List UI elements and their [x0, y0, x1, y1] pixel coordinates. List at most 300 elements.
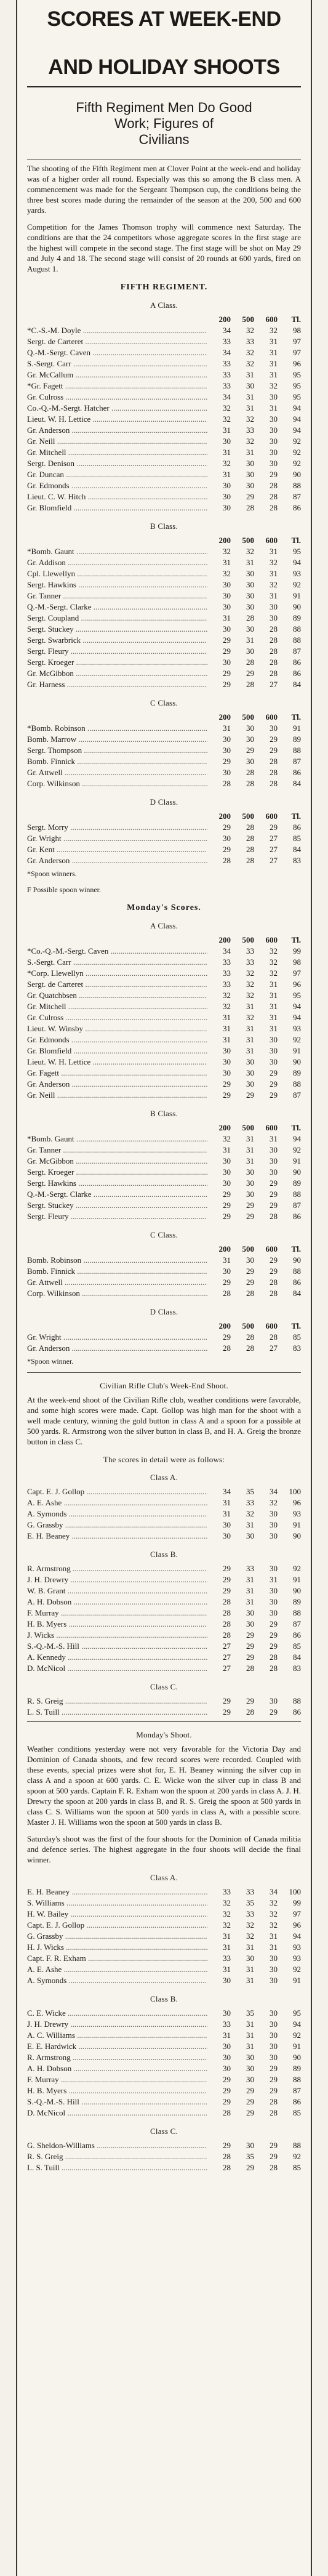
monday-title: Monday's Shoot. [136, 1730, 192, 1739]
section-4-row-0-cell-4: 99 [293, 946, 301, 956]
monday-class-0-row-5-cell-0: H. J. Wicks ..... [27, 1942, 207, 1953]
section-0-row-12-cell-4: 92 [293, 459, 301, 468]
section-2-row-4-cell-2: 28 [246, 768, 254, 777]
section-4-row-0-cell-0: *Co.-Q.-M.-Sergt. Caven ..... [27, 946, 207, 957]
section-4-row-1-cell-0: S.-Sergt. Carr ..... [27, 957, 207, 968]
section-1-row-11-cell-4: 86 [293, 669, 301, 678]
section-1-row-9-cell-3: 28 [270, 646, 278, 656]
section-2-row-3-cell-4: 87 [293, 757, 301, 766]
section-1-row-1-cell-2: 31 [246, 558, 254, 567]
monday-class-1-row-4-cell-2: 30 [246, 2053, 254, 2062]
section-5-row-0-cell-2: 31 [246, 1134, 254, 1143]
monday-class-1-row-4-cell-0: R. Armstrong ..... [27, 2052, 207, 2063]
section-0-table [27, 314, 301, 513]
civilian-class-1-row-0-cell-1: 29 [223, 1564, 231, 1573]
section-4-row-3-cell-4: 96 [293, 980, 301, 989]
monday-class-0-row-6-cell-4: 93 [293, 1954, 301, 1963]
monday-class-0-row-1-cell-2: 35 [246, 1898, 254, 1907]
section-5-row-5-cell-1: 29 [223, 1189, 231, 1199]
section-1-row-5-cell-2: 30 [246, 602, 254, 611]
section-3-row-2-cell-2: 28 [246, 845, 254, 854]
section-5-row-5-cell-3: 29 [270, 1189, 278, 1199]
civilian-class-1-row-3-cell-0: A. H. Dobson ..... [27, 1596, 207, 1608]
monday-class-2-row-0-cell-1: 29 [223, 2141, 231, 2150]
section-1-row-7-cell-2: 30 [246, 624, 254, 634]
section-7-row-0-cell-3: 28 [270, 1332, 278, 1342]
civilian-class-1-row-7-cell-2: 29 [246, 1641, 254, 1651]
section-4-header-cell: 500 [242, 935, 254, 944]
section-1-row-10-cell-2: 28 [246, 658, 254, 667]
civilian-class-1-row-0-cell-0: R. Armstrong ..... [27, 1563, 207, 1574]
section-4-row-6-cell-3: 31 [270, 1013, 278, 1022]
monday-class-1-row-9-cell-1: 28 [223, 2108, 231, 2117]
section-2-row-2-cell-4: 88 [293, 746, 301, 755]
section-6-table [27, 1244, 301, 1299]
section-6-row-3-cell-0: Corp. Wilkinson ..... [27, 1288, 207, 1299]
section-1-row-6-cell-0: Sergt. Coupland ..... [27, 613, 207, 624]
monday-class-0-row-5-cell-3: 31 [270, 1942, 278, 1952]
monday-class-1-row-3-cell-1: 30 [223, 2042, 231, 2051]
monday-class-0-row-0-cell-2: 33 [246, 1887, 254, 1896]
section-0-row-5-cell-4: 95 [293, 381, 301, 390]
section-2-row-4-cell-1: 30 [223, 768, 231, 777]
section-1-row-5-cell-1: 30 [223, 602, 231, 611]
civilian-class-1-row-4-cell-0: F. Murray ..... [27, 1608, 207, 1619]
section-2-header-cell: Tl. [291, 712, 301, 722]
section-7-row-1-cell-4: 83 [293, 1343, 301, 1353]
section-1-row-9-cell-0: Sergt. Fleury ..... [27, 646, 207, 657]
monday-class-0-row-2-cell-1: 32 [223, 1909, 231, 1918]
section-5-row-7-cell-4: 86 [293, 1212, 301, 1221]
monday-class-1-row-5-cell-4: 89 [293, 2064, 301, 2073]
monday-class-0-table [27, 1886, 301, 1986]
section-5-header-cell [27, 1122, 207, 1133]
section-1-row-4-cell-2: 30 [246, 591, 254, 600]
monday-class-1-row-5-cell-1: 30 [223, 2064, 231, 2073]
section-0-row-13-cell-3: 29 [270, 470, 278, 479]
section-0-row-14-cell-1: 30 [223, 481, 231, 490]
civilian-class-0-row-1-cell-0: A. E. Ashe ..... [27, 1497, 207, 1508]
section-1-row-6-cell-2: 28 [246, 613, 254, 622]
monday-class-1-row-0-cell-0: C. E. Wicke ..... [27, 2008, 207, 2019]
section-0-row-11-cell-1: 31 [223, 448, 231, 457]
section-6-row-1-cell-1: 30 [223, 1266, 231, 1276]
section-2-row-4-cell-4: 86 [293, 768, 301, 777]
section-0-row-10-cell-4: 92 [293, 437, 301, 446]
section-0-row-4-cell-1: 33 [223, 370, 231, 379]
civilian-class-1-row-8-cell-1: 27 [223, 1652, 231, 1662]
section-2-row-1-cell-3: 29 [270, 735, 278, 744]
civilian-class-1-row-3-cell-3: 30 [270, 1597, 278, 1606]
civilian-class-0-row-0-cell-4: 100 [289, 1487, 301, 1496]
section-0-row-12-cell-3: 30 [270, 459, 278, 468]
section-0-row-14-cell-3: 28 [270, 481, 278, 490]
section-0-row-3-cell-1: 33 [223, 359, 231, 368]
section-0-row-8-cell-4: 94 [293, 414, 301, 424]
monday-class-1-row-3-cell-0: E. E. Hardwick ..... [27, 2041, 207, 2052]
section-5-row-0-cell-0: *Bomb. Gaunt ..... [27, 1133, 207, 1145]
class-title: D Class. [150, 797, 178, 807]
section-1-row-6-cell-3: 30 [270, 613, 278, 622]
section-0-row-7-cell-3: 31 [270, 403, 278, 413]
section-0-row-14-cell-2: 30 [246, 481, 254, 490]
civilian-class-2-row-0-cell-2: 29 [246, 1696, 254, 1705]
section-5-row-3-cell-1: 30 [223, 1167, 231, 1177]
section-3-row-3-cell-3: 27 [270, 856, 278, 865]
civilian-class-1-row-9-cell-1: 27 [223, 1664, 231, 1673]
deck-line-2: Work; Figures of [114, 116, 214, 131]
section-1-row-12-cell-4: 84 [293, 680, 301, 689]
monday-class-2-row-0-cell-3: 29 [270, 2141, 278, 2150]
section-5-row-0-cell-3: 31 [270, 1134, 278, 1143]
section-4-row-11-cell-2: 30 [246, 1068, 254, 1077]
section-3-row-1-cell-4: 85 [293, 834, 301, 843]
section-3-header-cell: 600 [265, 811, 278, 821]
section-0-row-8-cell-2: 32 [246, 414, 254, 424]
monday-class-2-row-2-cell-2: 29 [246, 2163, 254, 2172]
monday-class-1-row-8-cell-4: 86 [293, 2097, 301, 2106]
monday-class-2-row-0-cell-2: 30 [246, 2141, 254, 2150]
section-1-row-5-cell-3: 30 [270, 602, 278, 611]
section-0-row-1-cell-3: 31 [270, 337, 278, 346]
section-0-row-13-cell-1: 31 [223, 470, 231, 479]
monday-class-1-table [27, 2008, 301, 2119]
monday-class-1-row-1-cell-4: 94 [293, 2019, 301, 2029]
section-0-row-6-cell-1: 34 [223, 392, 231, 401]
section-1-row-0-cell-3: 31 [270, 547, 278, 556]
section-5-row-2-cell-3: 30 [270, 1156, 278, 1165]
section-0-row-16-cell-0: Gr. Blomfield ..... [27, 502, 207, 513]
section-1-row-0-cell-2: 32 [246, 547, 254, 556]
monday-class-0-row-2-cell-4: 97 [293, 1909, 301, 1918]
civilian-class-0-table [27, 1486, 301, 1542]
section-1-row-12-cell-1: 29 [223, 680, 231, 689]
section-1-row-9-cell-1: 29 [223, 646, 231, 656]
section-1-row-10-cell-1: 30 [223, 658, 231, 667]
section-4-row-8-cell-3: 30 [270, 1035, 278, 1044]
section-4-row-13-cell-2: 29 [246, 1090, 254, 1100]
civilian-class-0-row-4-cell-3: 30 [270, 1531, 278, 1540]
civilian-class-0-row-2-cell-4: 93 [293, 1509, 301, 1518]
monday-class-1-row-2-cell-3: 30 [270, 2031, 278, 2040]
section-3-header-cell [27, 811, 207, 822]
section-4-row-5-cell-0: Gr. Mitchell ..... [27, 1001, 207, 1012]
section-1-row-6-cell-1: 31 [223, 613, 231, 622]
section-1-row-12-cell-3: 27 [270, 680, 278, 689]
monday-class-1-row-1-cell-1: 33 [223, 2019, 231, 2029]
section-0-row-3-cell-3: 31 [270, 359, 278, 368]
section-0-row-16-cell-4: 86 [293, 503, 301, 512]
section-6-row-1-cell-2: 29 [246, 1266, 254, 1276]
monday-class-0-row-7-cell-2: 31 [246, 1965, 254, 1974]
monday-class-0-row-4-cell-1: 31 [223, 1931, 231, 1941]
section-0-row-15-cell-4: 87 [293, 492, 301, 501]
section-4-row-6-cell-0: Gr. Culross ..... [27, 1012, 207, 1023]
monday-class-1-row-0-cell-3: 30 [270, 2008, 278, 2018]
civilian-class-1-row-5-cell-1: 28 [223, 1619, 231, 1628]
monday-class-1-row-1-cell-0: J. H. Drewry ..... [27, 2019, 207, 2030]
section-5-row-4-cell-2: 30 [246, 1178, 254, 1188]
section-4-row-2-cell-4: 97 [293, 968, 301, 978]
section-4-row-6-cell-1: 31 [223, 1013, 231, 1022]
section-4-row-1-cell-3: 32 [270, 957, 278, 967]
section-2-header-cell: 200 [218, 712, 231, 722]
monday-class-1-row-5-cell-2: 30 [246, 2064, 254, 2073]
section-0-row-8-cell-1: 32 [223, 414, 231, 424]
section-5-table [27, 1122, 301, 1222]
monday-class-title: Class B. [150, 1994, 178, 2003]
section-3-row-2-cell-0: Gr. Kent ..... [27, 844, 207, 855]
section-6-row-0-cell-2: 30 [246, 1255, 254, 1265]
section-0-row-11-cell-0: Gr. Mitchell ..... [27, 447, 207, 458]
section-3-row-2-cell-4: 84 [293, 845, 301, 854]
section-5-header-cell: Tl. [291, 1123, 301, 1132]
civilian-class-title: Class B. [150, 1550, 178, 1559]
section-2-row-5-cell-0: Corp. Wilkinson ..... [27, 778, 207, 789]
section-5-row-7-cell-3: 28 [270, 1212, 278, 1221]
section-0-row-11-cell-4: 92 [293, 448, 301, 457]
section-0-row-14-cell-0: Gr. Edmonds ..... [27, 480, 207, 491]
section-1-table [27, 535, 301, 690]
section-0-row-2-cell-3: 31 [270, 348, 278, 357]
section-4-row-9-cell-1: 30 [223, 1046, 231, 1055]
class-title: B Class. [150, 1109, 178, 1118]
civilian-class-0-row-0-cell-1: 34 [223, 1487, 231, 1496]
section-0-row-0-cell-4: 98 [293, 326, 301, 335]
section-title: Monday's Scores. [127, 903, 201, 912]
civilian-class-0-row-0-cell-3: 34 [270, 1487, 278, 1496]
section-4-row-5-cell-4: 94 [293, 1002, 301, 1011]
section-4-row-7-cell-1: 31 [223, 1024, 231, 1033]
section-0-row-3-cell-2: 32 [246, 359, 254, 368]
section-4-row-1-cell-1: 33 [223, 957, 231, 967]
section-2-header-cell [27, 712, 207, 723]
monday-class-2-row-2-cell-1: 28 [223, 2163, 231, 2172]
monday-class-1-row-4-cell-1: 30 [223, 2053, 231, 2062]
civilian-class-1-table [27, 1563, 301, 1674]
section-5-row-5-cell-0: Q.-M.-Sergt. Clarke ..... [27, 1189, 207, 1200]
section-0-row-5-cell-1: 33 [223, 381, 231, 390]
monday-class-2-row-2-cell-4: 85 [293, 2163, 301, 2172]
civilian-class-2-table [27, 1696, 301, 1718]
civilian-class-0-row-1-cell-2: 33 [246, 1498, 254, 1507]
section-1-row-4-cell-0: Gr. Tanner ..... [27, 590, 207, 602]
section-2-row-2-cell-2: 29 [246, 746, 254, 755]
monday-class-2-row-1-cell-2: 35 [246, 2152, 254, 2161]
section-4-row-4-cell-3: 31 [270, 991, 278, 1000]
deck-line-1: Fifth Regiment Men Do Good [76, 100, 252, 115]
section-0-row-15-cell-3: 28 [270, 492, 278, 501]
monday-class-1-row-2-cell-2: 31 [246, 2031, 254, 2040]
section-0-row-6-cell-4: 95 [293, 392, 301, 401]
section-note: *Spoon winners. [27, 869, 77, 878]
monday-class-0-row-3-cell-3: 32 [270, 1920, 278, 1930]
section-0-header-cell: 200 [218, 315, 231, 324]
section-1-row-5-cell-4: 90 [293, 602, 301, 611]
civilian-class-1-row-4-cell-1: 28 [223, 1608, 231, 1617]
section-0-row-4-cell-0: Gr. McCallum ..... [27, 369, 207, 380]
section-5-row-1-cell-4: 92 [293, 1145, 301, 1154]
section-0-row-9-cell-3: 30 [270, 425, 278, 435]
section-1-row-0-cell-0: *Bomb. Gaunt ..... [27, 546, 207, 557]
section-4-row-4-cell-2: 32 [246, 991, 254, 1000]
section-6-header-cell [27, 1244, 207, 1255]
section-1-row-1-cell-1: 31 [223, 558, 231, 567]
section-5-row-7-cell-0: Sergt. Fleury ..... [27, 1211, 207, 1222]
monday-class-1-row-3-cell-2: 31 [246, 2042, 254, 2051]
section-note: *Spoon winner. [27, 1357, 74, 1366]
monday-class-0-row-7-cell-4: 92 [293, 1965, 301, 1974]
section-6-row-1-cell-0: Bomb. Finnick ..... [27, 1266, 207, 1277]
section-6-row-1-cell-4: 88 [293, 1266, 301, 1276]
civilian-class-1-row-1-cell-2: 31 [246, 1575, 254, 1584]
section-3-row-0-cell-4: 86 [293, 823, 301, 832]
section-0-row-6-cell-3: 30 [270, 392, 278, 401]
section-4-row-13-cell-3: 29 [270, 1090, 278, 1100]
monday-class-0-row-8-cell-0: A. Symonds ..... [27, 1975, 207, 1986]
monday-class-0-row-7-cell-0: A. E. Ashe ..... [27, 1964, 207, 1975]
section-4-row-10-cell-3: 30 [270, 1057, 278, 1066]
section-3-header-cell: 500 [242, 811, 254, 821]
civilian-class-0-row-1-cell-4: 96 [293, 1498, 301, 1507]
section-5-row-6-cell-4: 87 [293, 1201, 301, 1210]
section-1-header-cell: 500 [242, 536, 254, 545]
section-4-row-12-cell-4: 88 [293, 1079, 301, 1089]
section-1-row-10-cell-0: Sergt. Kroeger ..... [27, 657, 207, 668]
section-4-row-3-cell-1: 33 [223, 980, 231, 989]
civilian-class-0-row-3-cell-1: 30 [223, 1520, 231, 1529]
section-5-row-4-cell-0: Sergt. Hawkins ..... [27, 1178, 207, 1189]
section-2-row-1-cell-4: 89 [293, 735, 301, 744]
civilian-class-2-row-0-cell-4: 88 [293, 1696, 301, 1705]
civilian-class-0-row-3-cell-0: G. Grassby ..... [27, 1519, 207, 1531]
section-6-row-0-cell-4: 90 [293, 1255, 301, 1265]
section-3-row-1-cell-1: 30 [223, 834, 231, 843]
lead-paragraph: The shooting of the Fifth Regiment men at Clover Point at the week-end and holiday was of a higher order all round. Especially was this so among the B class men. A commencement was made for the Sergeant Thompson cup, the conditions being the three best scores made during the remainder of the season at the 200, 500 and 600 yards. [27, 164, 301, 215]
section-3-row-0-cell-3: 29 [270, 823, 278, 832]
monday-class-1-row-3-cell-4: 91 [293, 2042, 301, 2051]
section-5-header-cell: 600 [265, 1123, 278, 1132]
section-0-row-15-cell-0: Lieut. C. W. Hitch ..... [27, 491, 207, 502]
civilian-class-1-row-0-cell-4: 92 [293, 1564, 301, 1573]
section-4-row-9-cell-0: Gr. Blomfield ..... [27, 1045, 207, 1057]
section-1-row-11-cell-2: 29 [246, 669, 254, 678]
section-1-row-9-cell-2: 30 [246, 646, 254, 656]
section-1-row-8-cell-2: 31 [246, 635, 254, 645]
section-5-row-4-cell-4: 89 [293, 1178, 301, 1188]
section-2-row-5-cell-2: 28 [246, 779, 254, 788]
section-3-header-cell: Tl. [291, 811, 301, 821]
section-1-row-0-cell-1: 32 [223, 547, 231, 556]
civilian-class-0-row-3-cell-3: 30 [270, 1520, 278, 1529]
section-2-row-4-cell-3: 28 [270, 768, 278, 777]
civilian-class-1-row-4-cell-4: 88 [293, 1608, 301, 1617]
section-1-row-3-cell-1: 30 [223, 580, 231, 589]
civilian-class-0-row-4-cell-4: 90 [293, 1531, 301, 1540]
civilian-scores-intro: The scores in detail were as follows: [103, 1455, 225, 1464]
monday-class-2-row-0-cell-4: 88 [293, 2141, 301, 2150]
section-6-row-2-cell-3: 28 [270, 1278, 278, 1287]
monday-class-1-row-2-cell-0: A. C. Williams ..... [27, 2030, 207, 2041]
monday-class-2-row-1-cell-1: 28 [223, 2152, 231, 2161]
section-4-row-3-cell-0: Sergt. de Carteret ..... [27, 979, 207, 990]
section-1-row-10-cell-3: 28 [270, 658, 278, 667]
section-0-row-16-cell-2: 28 [246, 503, 254, 512]
section-2-row-2-cell-3: 29 [270, 746, 278, 755]
monday-class-0-row-1-cell-1: 32 [223, 1898, 231, 1907]
section-4-row-2-cell-1: 33 [223, 968, 231, 978]
monday-class-0-row-8-cell-3: 30 [270, 1976, 278, 1985]
section-7-header-cell: 600 [265, 1321, 278, 1330]
civilian-class-0-row-3-cell-4: 91 [293, 1520, 301, 1529]
section-1-row-2-cell-4: 93 [293, 569, 301, 578]
monday-class-2-row-2-cell-0: L. S. Tuill ..... [27, 2162, 207, 2173]
section-6-row-3-cell-3: 28 [270, 1289, 278, 1298]
section-1-row-2-cell-3: 31 [270, 569, 278, 578]
civilian-class-1-row-6-cell-2: 29 [246, 1630, 254, 1640]
section-0-row-4-cell-2: 31 [246, 370, 254, 379]
section-5-row-2-cell-2: 31 [246, 1156, 254, 1165]
section-0-row-4-cell-3: 31 [270, 370, 278, 379]
section-0-row-3-cell-4: 96 [293, 359, 301, 368]
civilian-class-1-row-2-cell-4: 90 [293, 1586, 301, 1595]
civilian-class-0-row-0-cell-2: 35 [246, 1487, 254, 1496]
section-5-row-6-cell-2: 29 [246, 1201, 254, 1210]
section-4-row-10-cell-1: 30 [223, 1057, 231, 1066]
section-1-row-8-cell-1: 29 [223, 635, 231, 645]
monday-class-0-row-2-cell-0: H. W. Bailey ..... [27, 1909, 207, 1920]
section-1-row-12-cell-2: 28 [246, 680, 254, 689]
section-2-row-2-cell-1: 30 [223, 746, 231, 755]
section-0-row-15-cell-1: 30 [223, 492, 231, 501]
monday-class-1-row-0-cell-4: 95 [293, 2008, 301, 2018]
section-4-row-4-cell-0: Gr. Quatchbsen ..... [27, 990, 207, 1001]
class-title: C Class. [150, 1230, 178, 1239]
section-2-row-0-cell-3: 30 [270, 723, 278, 733]
monday-class-1-row-5-cell-0: A. H. Dobson ..... [27, 2063, 207, 2074]
section-1-row-2-cell-0: Cpl. Llewellyn ..... [27, 568, 207, 579]
section-4-row-12-cell-0: Gr. Anderson ..... [27, 1079, 207, 1090]
class-title: C Class. [150, 698, 178, 707]
section-6-row-3-cell-1: 28 [223, 1289, 231, 1298]
section-2-row-2-cell-0: Sergt. Thompson ..... [27, 745, 207, 756]
civilian-class-1-row-5-cell-4: 87 [293, 1619, 301, 1628]
civilian-class-2-row-1-cell-3: 29 [270, 1707, 278, 1717]
section-2-row-1-cell-2: 30 [246, 735, 254, 744]
section-1-header-cell: Tl. [291, 536, 301, 545]
civilian-class-1-row-8-cell-4: 84 [293, 1652, 301, 1662]
section-2-row-1-cell-1: 30 [223, 735, 231, 744]
section-0-row-0-cell-0: *C.-S.-M. Doyle ..... [27, 325, 207, 336]
civilian-class-2-row-0-cell-0: R. S. Greig ..... [27, 1696, 207, 1707]
section-0-row-2-cell-1: 34 [223, 348, 231, 357]
section-4-table [27, 935, 301, 1101]
section-1-header-cell [27, 535, 207, 546]
section-1-row-4-cell-4: 91 [293, 591, 301, 600]
monday-class-title: Class C. [150, 2127, 178, 2136]
section-7-row-1-cell-1: 28 [223, 1343, 231, 1353]
monday-class-0-row-5-cell-1: 31 [223, 1942, 231, 1952]
monday-class-0-row-2-cell-3: 32 [270, 1909, 278, 1918]
section-4-row-10-cell-0: Lieut. W. H. Lettice ..... [27, 1057, 207, 1068]
section-2-row-5-cell-4: 84 [293, 779, 301, 788]
section-5-row-2-cell-0: Gr. McGibbon ..... [27, 1156, 207, 1167]
section-0-row-2-cell-4: 97 [293, 348, 301, 357]
section-7-row-0-cell-2: 28 [246, 1332, 254, 1342]
section-2-row-4-cell-0: Gr. Attwell ..... [27, 767, 207, 778]
section-4-row-1-cell-4: 98 [293, 957, 301, 967]
section-7-header-cell: Tl. [291, 1321, 301, 1330]
